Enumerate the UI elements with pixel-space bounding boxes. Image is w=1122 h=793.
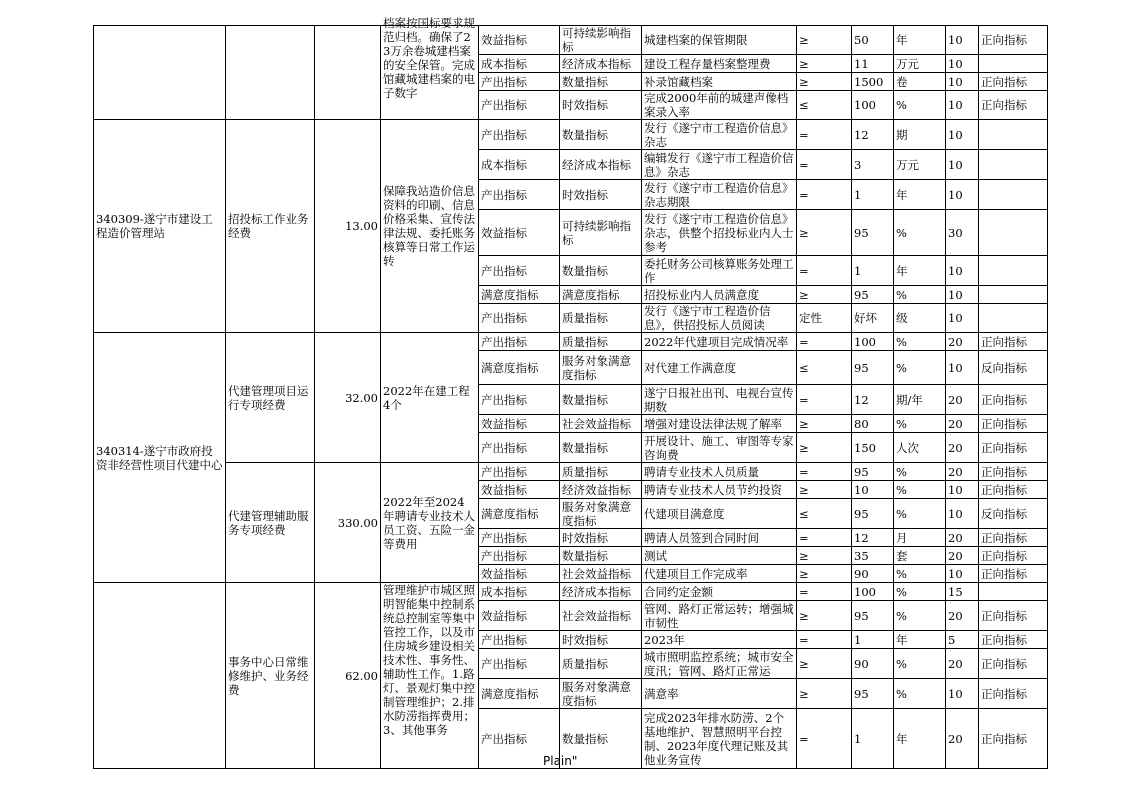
- direction-cell: 正向指标: [979, 601, 1048, 631]
- performance-target-table: [93, 16, 1048, 769]
- category-cell: 产出指标: [479, 709, 560, 769]
- category-cell: 产出指标: [479, 649, 560, 679]
- weight-cell: 10: [946, 26, 979, 55]
- category-cell: 产出指标: [479, 547, 560, 565]
- subcategory-cell: 时效指标: [560, 529, 642, 547]
- value-cell: 1500: [852, 73, 894, 91]
- indicator-cell: 发行《遂宁市工程造价信息》杂志，供整个招投标业内人士参考: [642, 210, 797, 256]
- weight-cell: 5: [946, 631, 979, 649]
- direction-cell: [979, 304, 1048, 333]
- direction-cell: 正向指标: [979, 26, 1048, 55]
- indicator-cell: 代建项目满意度: [642, 499, 797, 529]
- operator-cell: ≥: [797, 210, 852, 256]
- operator-cell: ≤: [797, 91, 852, 120]
- value-cell: 80: [852, 415, 894, 433]
- operator-cell: =: [797, 120, 852, 150]
- indicator-cell: 遂宁日报社出刊、电视台宣传期数: [642, 385, 797, 415]
- direction-cell: 正向指标: [979, 529, 1048, 547]
- weight-cell: 10: [946, 565, 979, 583]
- operator-cell: =: [797, 385, 852, 415]
- value-cell: 95: [852, 286, 894, 304]
- value-cell: 35: [852, 547, 894, 565]
- category-cell: 满意度指标: [479, 351, 560, 385]
- category-cell: 成本指标: [479, 150, 560, 180]
- weight-cell: 10: [946, 73, 979, 91]
- indicator-cell: 代建项目工作完成率: [642, 565, 797, 583]
- indicator-cell: 发行《遂宁市工程造价信息》杂志期限: [642, 180, 797, 210]
- operator-cell: ≥: [797, 286, 852, 304]
- unit-of-measure-cell: %: [894, 649, 946, 679]
- weight-cell: 20: [946, 415, 979, 433]
- indicator-cell: 委托财务公司核算账务处理工作: [642, 256, 797, 286]
- project-description-cell: [381, 16, 479, 120]
- value-cell: 90: [852, 649, 894, 679]
- category-cell: 满意度指标: [479, 286, 560, 304]
- project-name-cell: 代建管理项目运行专项经费: [226, 333, 315, 463]
- operator-cell: ≥: [797, 55, 852, 73]
- amount-cell: 330.00: [315, 463, 381, 583]
- indicator-cell: 合同约定金额: [642, 583, 797, 601]
- subcategory-cell: 时效指标: [560, 631, 642, 649]
- amount-cell: [315, 26, 381, 120]
- indicator-cell: 满意率: [642, 679, 797, 709]
- operator-cell: ≥: [797, 26, 852, 55]
- weight-cell: 20: [946, 433, 979, 463]
- subcategory-cell: 数量指标: [560, 256, 642, 286]
- unit-of-measure-cell: %: [894, 415, 946, 433]
- subcategory-cell: 经济效益指标: [560, 481, 642, 499]
- indicator-cell: 城市照明监控系统；城市安全度汛；管网、路灯正常运: [642, 649, 797, 679]
- value-cell: 95: [852, 351, 894, 385]
- indicator-cell: 管网、路灯正常运转；增强城市韧性: [642, 601, 797, 631]
- direction-cell: [979, 180, 1048, 210]
- value-cell: 100: [852, 583, 894, 601]
- unit-of-measure-cell: %: [894, 91, 946, 120]
- operator-cell: =: [797, 463, 852, 481]
- direction-cell: 正向指标: [979, 91, 1048, 120]
- unit-of-measure-cell: 卷: [894, 73, 946, 91]
- amount-cell: 32.00: [315, 333, 381, 463]
- indicator-cell: 完成2023年排水防涝、2个基地维护、智慧照明平台控制、2023年度代理记账及其他业务宣传: [642, 709, 797, 769]
- unit-of-measure-cell: %: [894, 601, 946, 631]
- weight-cell: 10: [946, 55, 979, 73]
- category-cell: 产出指标: [479, 433, 560, 463]
- direction-cell: [979, 150, 1048, 180]
- unit-of-measure-cell: 级: [894, 304, 946, 333]
- unit-of-measure-cell: 月: [894, 529, 946, 547]
- category-cell: 产出指标: [479, 73, 560, 91]
- unit-of-measure-cell: %: [894, 351, 946, 385]
- value-cell: 11: [852, 55, 894, 73]
- unit-of-measure-cell: %: [894, 463, 946, 481]
- category-cell: 效益指标: [479, 565, 560, 583]
- direction-cell: 正向指标: [979, 709, 1048, 769]
- project-description-cell: 2022年在建工程4个: [381, 333, 479, 463]
- project-name-cell: 招投标工作业务经费: [226, 120, 315, 333]
- weight-cell: 20: [946, 601, 979, 631]
- value-cell: 100: [852, 333, 894, 351]
- direction-cell: [979, 120, 1048, 150]
- indicator-cell: 城建档案的保管期限: [642, 26, 797, 55]
- subcategory-cell: 质量指标: [560, 649, 642, 679]
- value-cell: 好坏: [852, 304, 894, 333]
- operator-cell: ≥: [797, 481, 852, 499]
- category-cell: 产出指标: [479, 120, 560, 150]
- direction-cell: [979, 55, 1048, 73]
- weight-cell: 20: [946, 547, 979, 565]
- subcategory-cell: 数量指标: [560, 73, 642, 91]
- department-cell: 340314-遂宁市政府投资非经营性项目代建中心: [94, 333, 226, 583]
- value-cell: 1: [852, 631, 894, 649]
- category-cell: 产出指标: [479, 631, 560, 649]
- unit-of-measure-cell: 年: [894, 256, 946, 286]
- unit-of-measure-cell: %: [894, 679, 946, 709]
- category-cell: 效益指标: [479, 481, 560, 499]
- indicator-cell: 聘请专业技术人员节约投资: [642, 481, 797, 499]
- unit-of-measure-cell: 万元: [894, 150, 946, 180]
- indicator-cell: 开展设计、施工、审图等专家咨询费: [642, 433, 797, 463]
- value-cell: 1: [852, 709, 894, 769]
- direction-cell: 正向指标: [979, 631, 1048, 649]
- weight-cell: 20: [946, 649, 979, 679]
- subcategory-cell: 质量指标: [560, 333, 642, 351]
- direction-cell: 正向指标: [979, 547, 1048, 565]
- direction-cell: [979, 256, 1048, 286]
- operator-cell: ≥: [797, 601, 852, 631]
- page-footer-text: Plain": [543, 754, 578, 768]
- unit-of-measure-cell: %: [894, 583, 946, 601]
- direction-cell: 正向指标: [979, 679, 1048, 709]
- description-text: 档案按国标要求规范归档。确保了23万余卷城建档案的安全保管。完成馆藏城建档案的电子数字: [383, 16, 475, 100]
- value-cell: 10: [852, 481, 894, 499]
- table-row: [94, 26, 1048, 55]
- category-cell: 产出指标: [479, 304, 560, 333]
- weight-cell: 10: [946, 481, 979, 499]
- indicator-cell: 发行《遂宁市工程造价信息》，供招投标人员阅读: [642, 304, 797, 333]
- value-cell: 12: [852, 529, 894, 547]
- category-cell: 产出指标: [479, 91, 560, 120]
- indicator-cell: 对代建工作满意度: [642, 351, 797, 385]
- weight-cell: 10: [946, 286, 979, 304]
- weight-cell: 20: [946, 709, 979, 769]
- category-cell: 产出指标: [479, 463, 560, 481]
- weight-cell: 10: [946, 180, 979, 210]
- value-cell: 95: [852, 463, 894, 481]
- value-cell: 95: [852, 679, 894, 709]
- indicator-cell: 发行《遂宁市工程造价信息》杂志: [642, 120, 797, 150]
- amount-cell: 62.00: [315, 583, 381, 769]
- project-name-cell: 事务中心日常维修维护、业务经费: [226, 583, 315, 769]
- operator-cell: ≥: [797, 73, 852, 91]
- table-row: [94, 333, 1048, 351]
- operator-cell: =: [797, 256, 852, 286]
- subcategory-cell: 服务对象满意度指标: [560, 351, 642, 385]
- category-cell: 产出指标: [479, 385, 560, 415]
- unit-of-measure-cell: 万元: [894, 55, 946, 73]
- value-cell: 95: [852, 499, 894, 529]
- table-row: [94, 120, 1048, 150]
- category-cell: 成本指标: [479, 55, 560, 73]
- operator-cell: ≥: [797, 649, 852, 679]
- operator-cell: ≥: [797, 547, 852, 565]
- value-cell: 90: [852, 565, 894, 583]
- project-name-cell: [226, 26, 315, 120]
- subcategory-cell: 服务对象满意度指标: [560, 499, 642, 529]
- category-cell: 效益指标: [479, 210, 560, 256]
- indicator-cell: 聘请专业技术人员质量: [642, 463, 797, 481]
- subcategory-cell: 时效指标: [560, 91, 642, 120]
- subcategory-cell: 数量指标: [560, 547, 642, 565]
- indicator-cell: 2022年代建项目完成情况率: [642, 333, 797, 351]
- unit-of-measure-cell: %: [894, 210, 946, 256]
- direction-cell: 正向指标: [979, 463, 1048, 481]
- operator-cell: =: [797, 180, 852, 210]
- unit-of-measure-cell: 年: [894, 631, 946, 649]
- category-cell: 满意度指标: [479, 499, 560, 529]
- subcategory-cell: 时效指标: [560, 180, 642, 210]
- project-description-cell: 2022年至2024年聘请专业技术人员工资、五险一金等费用: [381, 463, 479, 583]
- table-body: [94, 16, 1048, 769]
- operator-cell: ≥: [797, 565, 852, 583]
- unit-of-measure-cell: 期/年: [894, 385, 946, 415]
- unit-of-measure-cell: %: [894, 481, 946, 499]
- value-cell: 3: [852, 150, 894, 180]
- department-cell: [94, 583, 226, 769]
- weight-cell: 10: [946, 150, 979, 180]
- direction-cell: [979, 583, 1048, 601]
- direction-cell: 正向指标: [979, 333, 1048, 351]
- weight-cell: 10: [946, 351, 979, 385]
- table-row: [94, 463, 1048, 481]
- unit-of-measure-cell: 年: [894, 709, 946, 769]
- operator-cell: =: [797, 583, 852, 601]
- unit-of-measure-cell: 期: [894, 120, 946, 150]
- value-cell: 50: [852, 26, 894, 55]
- category-cell: 产出指标: [479, 529, 560, 547]
- value-cell: 150: [852, 433, 894, 463]
- unit-of-measure-cell: 人次: [894, 433, 946, 463]
- subcategory-cell: 数量指标: [560, 120, 642, 150]
- operator-cell: =: [797, 150, 852, 180]
- indicator-cell: 2023年: [642, 631, 797, 649]
- direction-cell: 反向指标: [979, 499, 1048, 529]
- indicator-cell: 完成2000年前的城建声像档案录入率: [642, 91, 797, 120]
- unit-of-measure-cell: 年: [894, 26, 946, 55]
- subcategory-cell: 满意度指标: [560, 286, 642, 304]
- category-cell: 产出指标: [479, 333, 560, 351]
- weight-cell: 20: [946, 385, 979, 415]
- indicator-cell: 编辑发行《遂宁市工程造价信息》杂志: [642, 150, 797, 180]
- operator-cell: ≤: [797, 351, 852, 385]
- unit-of-measure-cell: %: [894, 333, 946, 351]
- indicator-cell: 增强对建设法律法规了解率: [642, 415, 797, 433]
- value-cell: 1: [852, 180, 894, 210]
- unit-of-measure-cell: %: [894, 499, 946, 529]
- weight-cell: 10: [946, 304, 979, 333]
- direction-cell: [979, 286, 1048, 304]
- operator-cell: =: [797, 631, 852, 649]
- category-cell: 效益指标: [479, 26, 560, 55]
- weight-cell: 10: [946, 120, 979, 150]
- operator-cell: 定性: [797, 304, 852, 333]
- project-name-cell: 代建管理辅助服务专项经费: [226, 463, 315, 583]
- category-cell: 满意度指标: [479, 679, 560, 709]
- weight-cell: 10: [946, 256, 979, 286]
- subcategory-cell: 社会效益指标: [560, 415, 642, 433]
- subcategory-cell: 数量指标: [560, 433, 642, 463]
- weight-cell: 10: [946, 91, 979, 120]
- weight-cell: 30: [946, 210, 979, 256]
- value-cell: 12: [852, 120, 894, 150]
- subcategory-cell: 经济成本指标: [560, 583, 642, 601]
- subcategory-cell: 服务对象满意度指标: [560, 679, 642, 709]
- category-cell: 效益指标: [479, 601, 560, 631]
- direction-cell: 正向指标: [979, 73, 1048, 91]
- operator-cell: =: [797, 709, 852, 769]
- subcategory-cell: 可持续影响指标: [560, 26, 642, 55]
- value-cell: 95: [852, 210, 894, 256]
- weight-cell: 20: [946, 463, 979, 481]
- value-cell: 1: [852, 256, 894, 286]
- operator-cell: =: [797, 333, 852, 351]
- category-cell: 成本指标: [479, 583, 560, 601]
- category-cell: 效益指标: [479, 415, 560, 433]
- weight-cell: 20: [946, 529, 979, 547]
- subcategory-cell: 质量指标: [560, 463, 642, 481]
- direction-cell: [979, 210, 1048, 256]
- subcategory-cell: 数量指标: [560, 709, 642, 769]
- value-cell: 95: [852, 601, 894, 631]
- subcategory-cell: 质量指标: [560, 304, 642, 333]
- category-cell: 产出指标: [479, 256, 560, 286]
- subcategory-cell: 经济成本指标: [560, 150, 642, 180]
- weight-cell: 10: [946, 679, 979, 709]
- operator-cell: ≥: [797, 433, 852, 463]
- subcategory-cell: 可持续影响指标: [560, 210, 642, 256]
- direction-cell: 正向指标: [979, 565, 1048, 583]
- operator-cell: ≥: [797, 679, 852, 709]
- indicator-cell: 建设工程存量档案整理费: [642, 55, 797, 73]
- indicator-cell: 招投标业内人员满意度: [642, 286, 797, 304]
- direction-cell: 正向指标: [979, 433, 1048, 463]
- value-cell: 12: [852, 385, 894, 415]
- table-row: [94, 583, 1048, 601]
- weight-cell: 15: [946, 583, 979, 601]
- direction-cell: 反向指标: [979, 351, 1048, 385]
- indicator-cell: 聘请人员签到合同时间: [642, 529, 797, 547]
- operator-cell: =: [797, 529, 852, 547]
- direction-cell: 正向指标: [979, 385, 1048, 415]
- value-cell: 100: [852, 91, 894, 120]
- weight-cell: 20: [946, 333, 979, 351]
- unit-of-measure-cell: %: [894, 286, 946, 304]
- operator-cell: ≥: [797, 415, 852, 433]
- department-cell: [94, 26, 226, 120]
- weight-cell: 10: [946, 499, 979, 529]
- amount-cell: 13.00: [315, 120, 381, 333]
- direction-cell: 正向指标: [979, 649, 1048, 679]
- subcategory-cell: 社会效益指标: [560, 565, 642, 583]
- subcategory-cell: 经济成本指标: [560, 55, 642, 73]
- direction-cell: 正向指标: [979, 415, 1048, 433]
- project-description-cell: 管理维护市城区照明智能集中控制系统总控制室等集中管控工作，以及市住房城乡建设相关技术性、事务性、辅助性工作。1.路灯、景观灯集中控制管理维护；2.排水防涝指挥费用；3、其他事务: [381, 583, 479, 769]
- subcategory-cell: 数量指标: [560, 385, 642, 415]
- indicator-cell: 测试: [642, 547, 797, 565]
- indicator-cell: 补录馆藏档案: [642, 73, 797, 91]
- unit-of-measure-cell: %: [894, 565, 946, 583]
- operator-cell: ≤: [797, 499, 852, 529]
- category-cell: 产出指标: [479, 180, 560, 210]
- project-description-cell: 保障我站造价信息资料的印刷、信息价格采集、宣传法律法规、委托账务核算等日常工作运转: [381, 120, 479, 333]
- unit-of-measure-cell: 年: [894, 180, 946, 210]
- subcategory-cell: 社会效益指标: [560, 601, 642, 631]
- department-cell: 340309-遂宁市建设工程造价管理站: [94, 120, 226, 333]
- unit-of-measure-cell: 套: [894, 547, 946, 565]
- direction-cell: 正向指标: [979, 481, 1048, 499]
